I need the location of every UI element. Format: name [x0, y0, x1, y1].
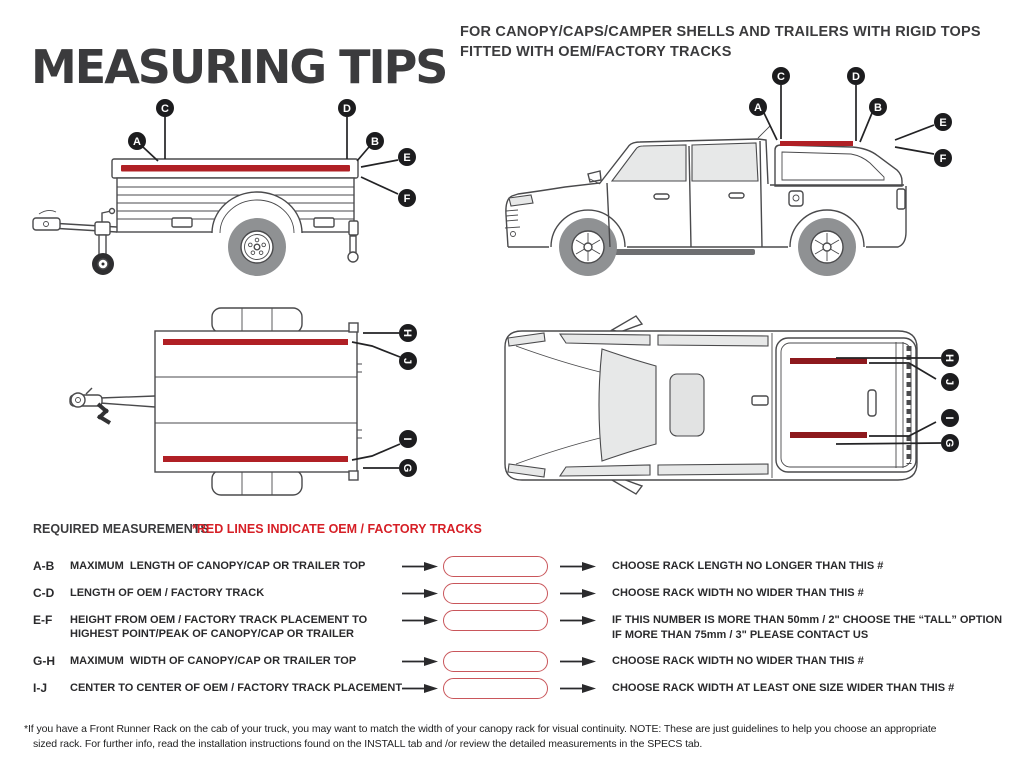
label-marker-i [399, 430, 417, 448]
label-marker-i [941, 409, 959, 427]
red-lines-note: *RED LINES INDICATE OEM / FACTORY TRACKS [192, 522, 482, 536]
svg-text:E: E [403, 152, 411, 164]
svg-text:B: B [371, 136, 379, 148]
svg-text:J: J [943, 378, 955, 386]
range-label: E-F [33, 613, 53, 627]
svg-text:C: C [161, 103, 169, 115]
oem-track-line [780, 141, 853, 146]
oem-track-line [121, 165, 350, 172]
label-marker-j [399, 352, 417, 370]
label-marker-e [398, 148, 416, 166]
arrow-icon [560, 589, 596, 598]
svg-text:E: E [939, 117, 947, 129]
label-marker-a [749, 98, 767, 116]
measurement-description: CENTER TO CENTER OF OEM / FACTORY TRACK PLACEMENT [70, 682, 403, 694]
svg-text:F: F [939, 153, 947, 165]
label-marker-g [941, 434, 959, 452]
running-board [613, 249, 755, 255]
trailer-top-view-drawing [70, 308, 417, 495]
subtitle-line-2: FITTED WITH OEM/FACTORY TRACKS [460, 43, 732, 60]
measurement-input-box [443, 556, 548, 577]
required-measurements-section [33, 522, 482, 536]
label-marker-b [869, 98, 887, 116]
measurement-row-ef [33, 613, 1002, 643]
measurement-guidance-block: IF THIS NUMBER IS MORE THAN 50mm / 2" CHOOSE THE “TALL” OPTION IF MORE THAN 75mm / 3" PLEASE CONTACT US [612, 614, 1003, 641]
svg-text:H: H [401, 329, 413, 337]
arrow-icon [402, 562, 438, 571]
label-marker-g [399, 459, 417, 477]
arrow-icon [560, 684, 596, 693]
truck-side-view-drawing [505, 67, 952, 276]
measurement-guidance: CHOOSE RACK LENGTH NO LONGER THAN THIS # [612, 560, 884, 572]
svg-text:G: G [401, 463, 413, 473]
measurement-row-ab [33, 559, 883, 577]
svg-text:H: H [943, 354, 955, 362]
label-marker-h [941, 349, 959, 367]
label-marker-b [366, 132, 384, 150]
measurement-input-box [443, 610, 548, 631]
oem-track-line [790, 358, 867, 364]
svg-text:A: A [754, 102, 762, 114]
svg-text:G: G [943, 438, 955, 448]
measurement-guidance: CHOOSE RACK WIDTH AT LEAST ONE SIZE WIDER THAN THIS # [612, 682, 955, 694]
range-label: A-B [33, 559, 55, 573]
label-marker-j [941, 373, 959, 391]
trailer-side-view-drawing [33, 99, 416, 276]
svg-text:B: B [874, 102, 882, 114]
oem-track-line [163, 339, 348, 345]
svg-text:J: J [401, 357, 413, 365]
measurement-guidance: CHOOSE RACK WIDTH NO WIDER THAN THIS # [612, 587, 864, 599]
measurement-input-box [443, 583, 548, 604]
measurement-description: MAXIMUM LENGTH OF CANOPY/CAP OR TRAILER TOP [70, 560, 366, 572]
sunroof [670, 374, 704, 436]
arrow-icon [402, 589, 438, 598]
range-label: C-D [33, 586, 55, 600]
svg-text:C: C [777, 71, 785, 83]
oem-track-line [163, 456, 348, 462]
truck-rear-wheel [798, 218, 856, 276]
footnote-line-1: *If you have a Front Runner Rack on the cab of your truck, you may want to match the width of your canopy rack for visual continuity. NOTE: These are just guidelines to help you choose an appropriate [24, 723, 937, 735]
label-marker-f [398, 189, 416, 207]
svg-text:F: F [403, 193, 411, 205]
label-marker-c [772, 67, 790, 85]
svg-text:D: D [343, 103, 351, 115]
range-label: I-J [33, 681, 48, 695]
arrow-icon [402, 616, 438, 625]
measurement-description-block: HEIGHT FROM OEM / FACTORY TRACK PLACEMENT TO HIGHEST POINT/PEAK OF CANOPY/CAP OR TRAILER [70, 614, 368, 640]
arrow-icon [560, 657, 596, 666]
label-marker-e [934, 113, 952, 131]
truck-top-view-drawing [505, 316, 959, 494]
label-marker-f [934, 149, 952, 167]
svg-text:I: I [401, 437, 413, 441]
label-marker-d [847, 67, 865, 85]
label-marker-h [399, 324, 417, 342]
measurement-input-box [443, 678, 548, 699]
footnote-line-2: sized rack. For further info, read the installation instructions found on the INSTALL tab and /or review the detailed measurements in the SPECS tab. [33, 738, 703, 750]
svg-text:D: D [852, 71, 860, 83]
svg-text:A: A [133, 136, 141, 148]
arrow-icon [560, 616, 596, 625]
measurement-row-ij [33, 681, 954, 699]
arrow-icon [402, 657, 438, 666]
measurement-row-cd [33, 586, 864, 604]
measurement-row-gh [33, 654, 864, 672]
arrow-icon [402, 684, 438, 693]
oem-track-line [790, 432, 867, 438]
page-title: MEASURING TIPS [31, 39, 447, 94]
label-marker-a [128, 132, 146, 150]
arrow-icon [560, 562, 596, 571]
measurement-description: LENGTH OF OEM / FACTORY TRACK [70, 587, 265, 599]
label-marker-c [156, 99, 174, 117]
measurement-guidance: CHOOSE RACK WIDTH NO WIDER THAN THIS # [612, 655, 864, 667]
measurement-input-box [443, 651, 548, 672]
subtitle-line-1: FOR CANOPY/CAPS/CAMPER SHELLS AND TRAILERS WITH RIGID TOPS [460, 24, 981, 40]
range-label: G-H [33, 654, 55, 668]
measurement-description: MAXIMUM WIDTH OF CANOPY/CAP OR TRAILER TOP [70, 655, 357, 667]
truck-front-wheel [559, 218, 617, 276]
label-marker-d [338, 99, 356, 117]
required-measurements-heading: REQUIRED MEASUREMENTS [33, 522, 209, 536]
svg-text:I: I [943, 416, 955, 420]
